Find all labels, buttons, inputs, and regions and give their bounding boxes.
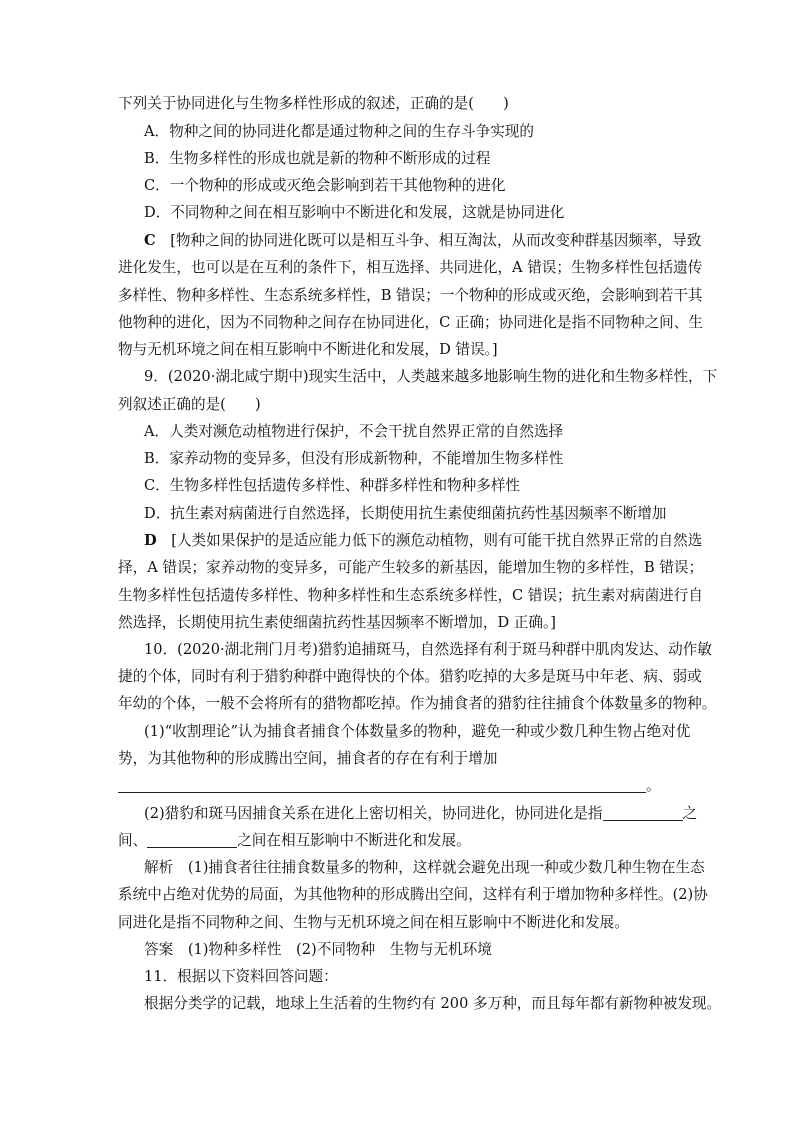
q10-analysis-3: 同进化是指不同物种之间、生物与无机环境之间在相互影响中不断进化和发展。 xyxy=(118,914,629,931)
q10-sub2-text-c: 间、 xyxy=(118,832,148,849)
q8-answer-line xyxy=(144,231,702,251)
q9-stem-2: 列叙述正确的是( ) xyxy=(118,396,261,413)
q9-explanation-2: 择，A 错误；家养动物的变异多，可能产生较多的新基因，能增加生物的多样性，B 错误； xyxy=(118,559,704,576)
q10-analysis-text-1: (1)捕食者往往捕食数量多的物种，这样就会避免出现一种或少数几种生物在生态 xyxy=(187,859,705,876)
q10-sub2-text-a: (2)猎豹和斑马因捕食关系在进化上密切相关，协同进化，协同进化是指 xyxy=(144,805,603,822)
q10-sub1-blank-line xyxy=(118,776,680,796)
q8-option-c: C．一个物种的形成或灭绝会影响到若干其他物种的进化 xyxy=(144,177,506,194)
q11-material: 根据分类学的记载，地球上生活着的生物约有 200 多万种，而且每年都有新物种被发现。 xyxy=(144,995,722,1012)
q8-explanation-1: [物种之间的协同进化既可以是相互斗争、相互淘汰，从而改变种群基因频率，导致 xyxy=(170,232,702,249)
q10-sub1-end: 。 xyxy=(646,777,661,794)
q10-stem-2: 捷的个体，同时有利于猎豹种群中跑得快的个体。猎豹吃掉的大多是斑马中年老、病、弱或 xyxy=(118,668,702,685)
q10-sub2-1 xyxy=(144,804,698,824)
q8-option-d: D．不同物种之间在相互影响中不断进化和发展，这就是协同进化 xyxy=(144,204,565,221)
answer-blank-3 xyxy=(147,832,237,848)
q8-explanation-4: 他物种的进化，因为不同物种之间存在协同进化，C 正确；协同进化是指不同物种之间、生 xyxy=(118,314,703,331)
q9-answer-letter: D xyxy=(144,532,157,549)
q10-sub1-1: (1)“收割理论”认为捕食者捕食个体数量多的物种，避免一种或少数几种生物占绝对优 xyxy=(144,723,691,740)
q8-option-a: A．物种之间的协同进化都是通过物种之间的生存斗争实现的 xyxy=(144,123,534,140)
q9-option-c: C．生物多样性包括遗传多样性、种群多样性和物种多样性 xyxy=(144,477,521,494)
q9-explanation-1: [人类如果保护的是适应能力低下的濒危动植物，则有可能干扰自然界正常的自然选 xyxy=(171,532,703,549)
answer-blank-1 xyxy=(118,777,646,793)
q8-explanation-3: 多样性、物种多样性、生态系统多样性，B 错误；一个物种的形成或灭绝，会影响到若干其 xyxy=(118,287,703,304)
q10-analysis-1 xyxy=(144,858,705,878)
q10-sub1-2: 势，为其他物种的形成腾出空间，捕食者的存在有利于增加 xyxy=(118,750,498,767)
q9-stem-1: 9．(2020·湖北咸宁期中)现实生活中，人类越来越多地影响生物的进化和生物多样性，下 xyxy=(144,368,718,385)
q8-explanation-2: 进化发生，也可以是在互利的条件下，相互选择、共同进化，A 错误；生物多样性包括遗传 xyxy=(118,259,703,276)
q10-answer-label: 答案 xyxy=(144,941,174,958)
q10-analysis-label: 解析 xyxy=(144,859,174,876)
q10-sub2-text-d: 之间在相互影响中不断进化和发展。 xyxy=(237,832,471,849)
q10-sub2-2 xyxy=(118,831,680,851)
q9-option-a: A．人类对濒危动植物进行保护，不会干扰自然界正常的自然选择 xyxy=(144,423,564,440)
q9-explanation-3: 生物多样性包括遗传多样性、物种多样性和生态系统多样性，C 错误；抗生素对病菌进行自 xyxy=(118,587,703,604)
q9-option-b: B．家养动物的变异多，但没有形成新物种，不能增加生物多样性 xyxy=(144,450,564,467)
q10-analysis-2: 系统中占绝对优势的局面，为其他物种的形成腾出空间，这样有利于增加物种多样性。(2)协 xyxy=(118,886,708,903)
q8-explanation-5: 物与无机环境之间在相互影响中不断进化和发展，D 错误。] xyxy=(118,341,498,358)
q10-answer xyxy=(144,940,680,960)
q9-option-d: D．抗生素对病菌进行自然选择，长期使用抗生素使细菌抗药性基因频率不断增加 xyxy=(144,505,667,522)
answer-blank-2 xyxy=(603,805,683,821)
q10-sub2-text-b: 之 xyxy=(682,805,698,822)
q10-stem-1: 10．(2020·湖北荆门月考)猎豹追捕斑马，自然选择有利于斑马种群中肌肉发达、动作敏 xyxy=(144,641,712,658)
q10-stem-3: 年幼的个体，一般不会将所有的猎物都吃掉。作为捕食者的猎豹往往捕食个体数量多的物种。 xyxy=(118,695,717,712)
q9-explanation-4: 然选择，长期使用抗生素使细菌抗药性基因频率不断增加，D 正确。] xyxy=(118,614,556,631)
q8-option-b: B．生物多样性的形成也就是新的物种不断形成的过程 xyxy=(144,150,491,167)
q10-answer-text: (1)物种多样性 (2)不同物种 生物与无机环境 xyxy=(187,941,492,958)
q9-answer-line xyxy=(144,531,703,551)
q11-stem: 11．根据以下资料回答问题： xyxy=(144,968,338,985)
q8-answer-letter: C xyxy=(144,232,156,249)
q8-stem: 下列关于协同进化与生物多样性形成的叙述，正确的是( ) xyxy=(118,95,509,112)
